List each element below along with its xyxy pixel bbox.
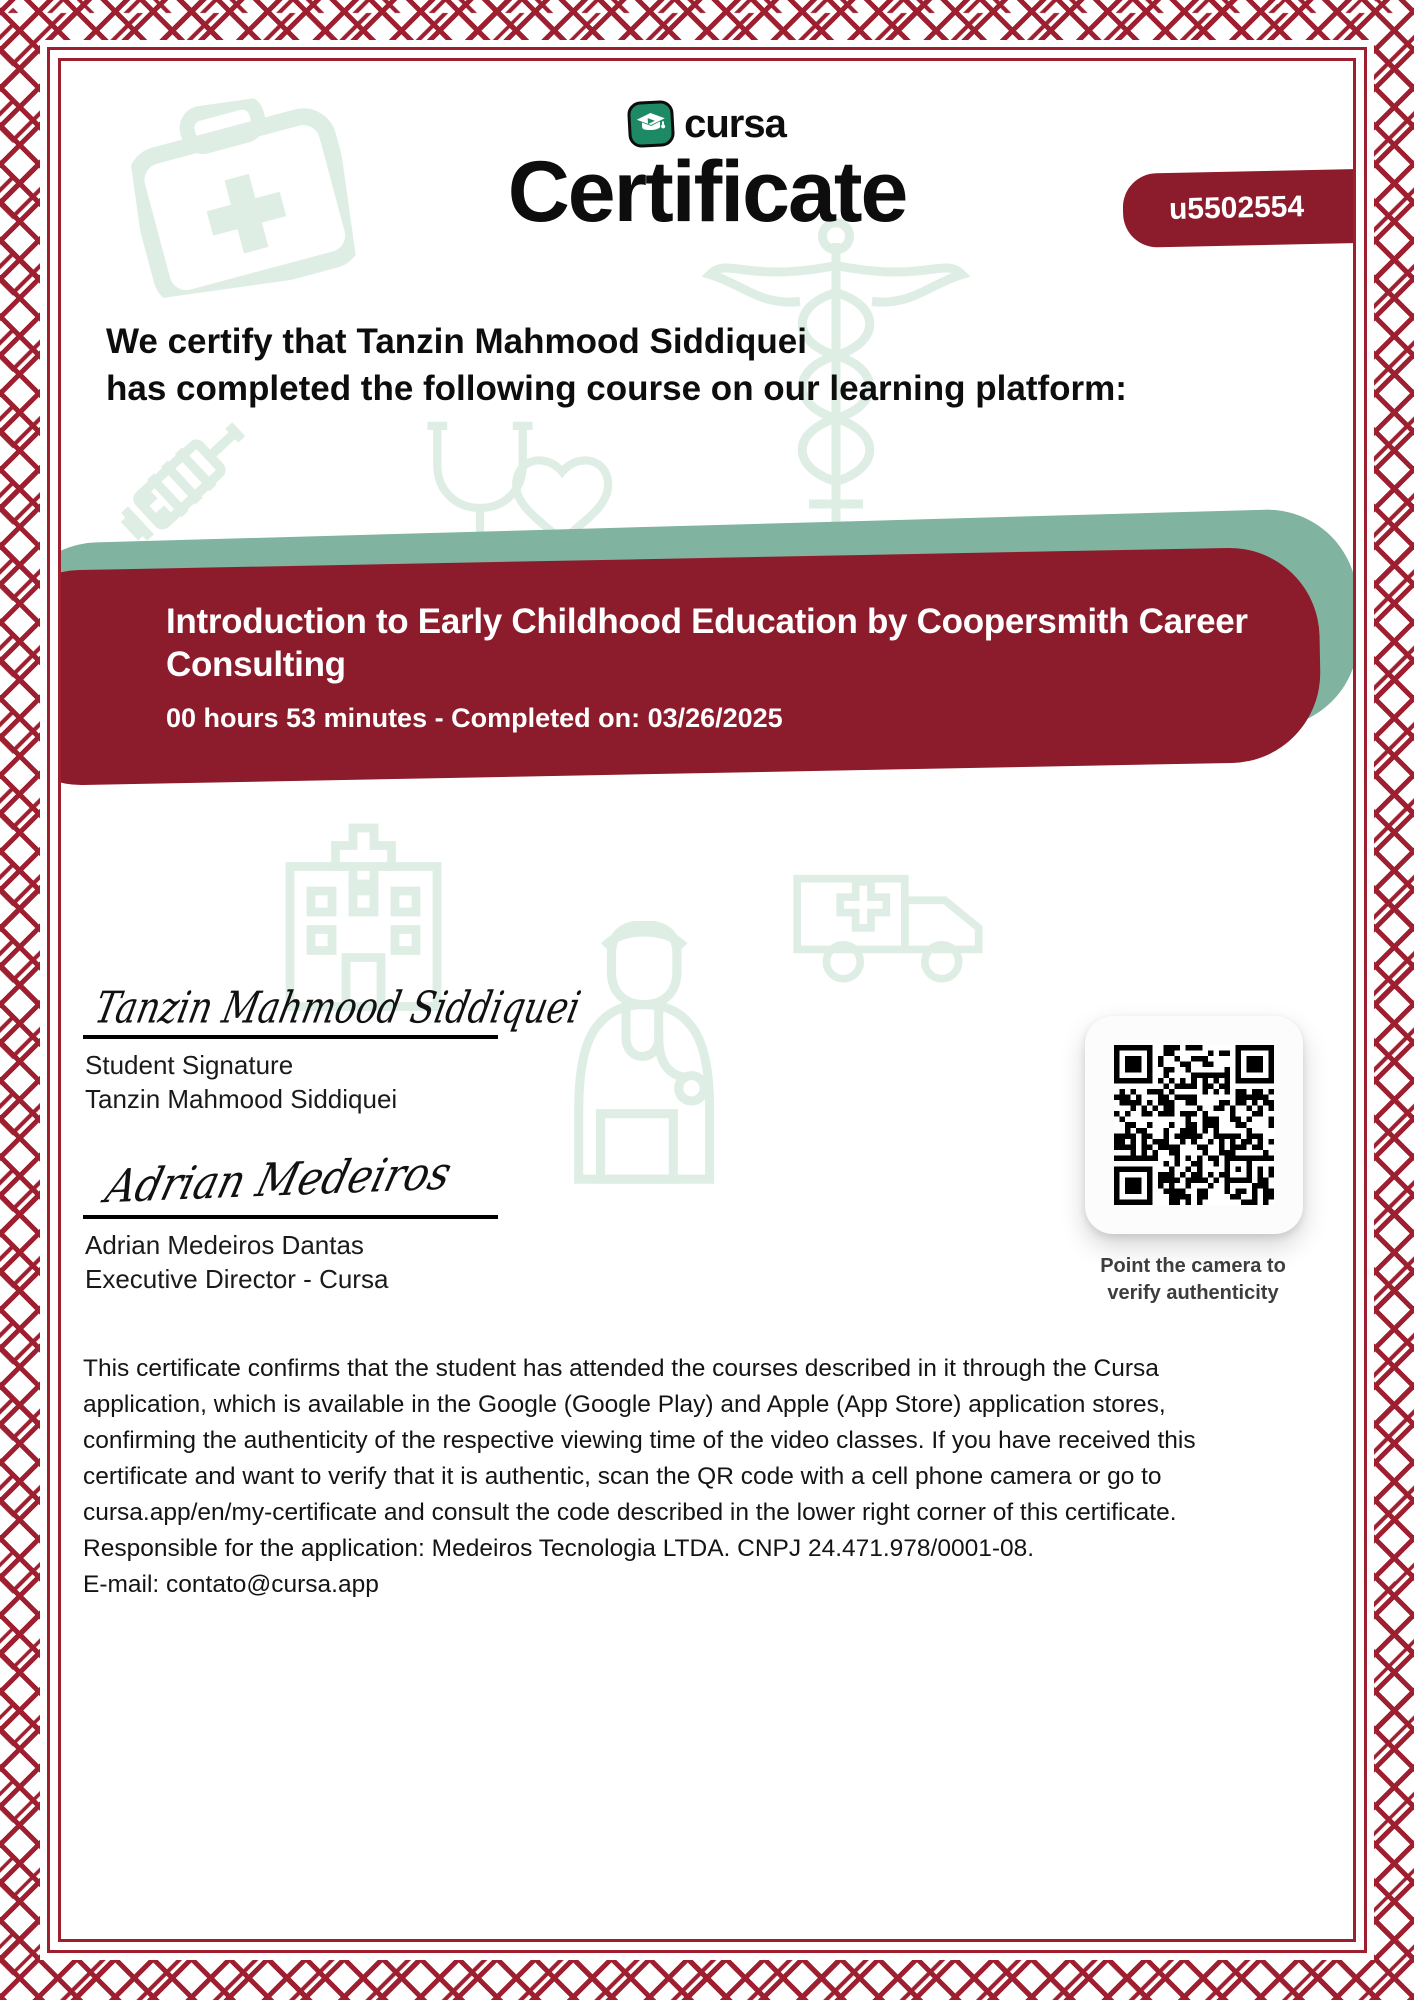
student-signature-name: Tanzin Mahmood Siddiquei: [85, 1084, 398, 1115]
director-signature-role: Executive Director - Cursa: [85, 1263, 389, 1294]
disclaimer-line-6: Responsible for the application: Medeiros Tecnologia LTDA. CNPJ 24.471.978/0001-08.: [83, 1535, 1035, 1562]
director-signature-script: Adrian Medeiros: [100, 1146, 457, 1214]
student-name: Tanzin Mahmood Siddiquei: [356, 322, 807, 361]
course-duration-date: 00 hours 53 minutes - Completed on: 03/26/2025: [166, 703, 783, 734]
certify-line-1: [106, 319, 1127, 366]
course-title: Introduction to Early Childhood Education by Coopersmith Career Consulting: [166, 602, 1248, 684]
director-signature-labels: [83, 1228, 563, 1297]
certificate-id-badge: u5502554: [1122, 168, 1353, 248]
student-signature-labels: [83, 1048, 563, 1117]
certify-statement: [106, 319, 1127, 412]
student-signature-block: [83, 983, 585, 1117]
disclaimer-line-5: cursa.app/en/my-certificate and consult the code described in the lower right corner of this certificate.: [83, 1499, 1177, 1526]
disclaimer-line-7: E-mail: contato@cursa.app: [83, 1571, 379, 1598]
qr-caption: [1063, 1253, 1323, 1307]
qr-caption-line-2: verify authenticity: [1107, 1282, 1279, 1305]
student-signature-script: Tanzin Mahmood Siddiquei: [90, 983, 585, 1034]
brand-logo: [61, 101, 1353, 147]
signature-rule: [83, 1215, 498, 1219]
disclaimer-line-2: application, which is available in the Google (Google Play) and Apple (App Store) application stores,: [83, 1391, 1166, 1418]
graduation-cap-play-icon: [627, 100, 675, 148]
qr-code-card[interactable]: [1085, 1016, 1303, 1234]
qr-code-image[interactable]: [1114, 1045, 1274, 1205]
disclaimer-text: [83, 1351, 1331, 1603]
qr-caption-line-1: Point the camera to: [1100, 1255, 1286, 1277]
course-banner: [61, 526, 1353, 776]
student-signature-role: Student Signature: [85, 1050, 294, 1080]
disclaimer-line-3: confirming the authenticity of the respective viewing time of the video classes. If you have received this: [83, 1427, 1196, 1454]
signature-rule: [83, 1035, 498, 1039]
ambulance-watermark-icon: [791, 851, 991, 989]
cap-glyph: [635, 110, 666, 138]
disclaimer-line-1: This certificate confirms that the student has attended the courses described in it through the Cursa: [83, 1355, 1159, 1382]
brand-logo-text: cursa: [684, 101, 786, 146]
director-signature-block: [83, 1146, 563, 1297]
director-signature-name: Adrian Medeiros Dantas: [85, 1229, 364, 1260]
page-title: Certificate: [507, 144, 907, 240]
certify-prefix: We certify that: [106, 322, 347, 361]
certify-line-2: has completed the following course on our learning platform:: [106, 368, 1127, 408]
signature-area: [83, 983, 585, 1296]
certificate-page: [61, 61, 1353, 1939]
course-banner-text: [166, 601, 1248, 734]
disclaimer-line-4: certificate and want to verify that it is authentic, scan the QR code with a cell phone camera or go to: [83, 1463, 1162, 1490]
